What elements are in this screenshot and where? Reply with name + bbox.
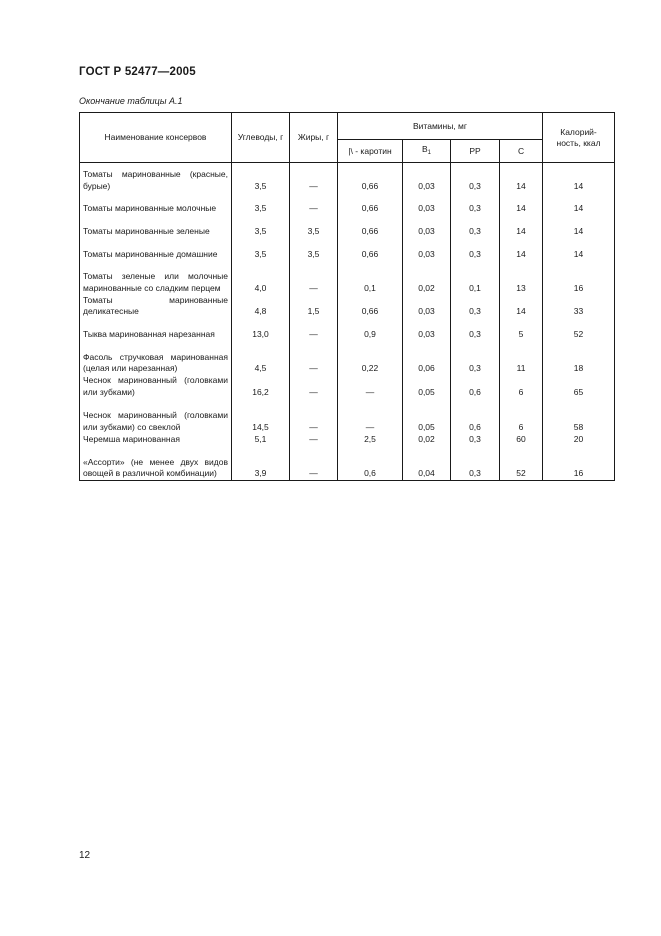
cell-beta-carotene: 0,1 — [338, 261, 403, 295]
cell-calories: 16 — [543, 261, 615, 295]
cell-name: Чеснок маринованный (головками или зубками) — [80, 375, 232, 399]
table-caption: Окончание таблицы А.1 — [79, 96, 183, 106]
cell-calories: 16 — [543, 446, 615, 481]
cell-beta-carotene: 0,6 — [338, 446, 403, 481]
cell-pp: 0,3 — [451, 341, 500, 375]
cell-beta-carotene: 0,9 — [338, 318, 403, 341]
cell-name: Чеснок маринованный (головками или зубками) со свеклой — [80, 399, 232, 434]
cell-b1: 0,03 — [403, 238, 451, 261]
cell-b1: 0,05 — [403, 399, 451, 434]
cell-carbs: 3,5 — [232, 193, 290, 215]
cell-pp: 0,3 — [451, 215, 500, 238]
header-vitamins: Витамины, мг — [338, 113, 543, 140]
cell-fats: 1,5 — [290, 295, 338, 319]
cell-name: «Ассорти» (не менее двух видов овощей в различной комбинации) — [80, 446, 232, 481]
cell-fats: — — [290, 261, 338, 295]
cell-name: Томаты маринованные зеленые — [80, 215, 232, 238]
table-row — [80, 434, 615, 446]
table-row — [80, 318, 615, 341]
cell-pp: 0,6 — [451, 399, 500, 434]
cell-c: 14 — [500, 193, 543, 215]
table-body — [80, 163, 615, 481]
cell-beta-carotene: 0,66 — [338, 295, 403, 319]
cell-pp: 0,3 — [451, 193, 500, 215]
cell-b1: 0,03 — [403, 318, 451, 341]
cell-fats: — — [290, 341, 338, 375]
cell-c: 14 — [500, 163, 543, 193]
cell-pp: 0,3 — [451, 446, 500, 481]
cell-beta-carotene: 2,5 — [338, 434, 403, 446]
document-title: ГОСТ Р 52477—2005 — [79, 66, 196, 78]
cell-carbs: 16,2 — [232, 375, 290, 399]
cell-c: 14 — [500, 295, 543, 319]
cell-b1: 0,03 — [403, 193, 451, 215]
cell-name: Томаты маринованные домашние — [80, 238, 232, 261]
cell-c: 14 — [500, 238, 543, 261]
cell-calories: 14 — [543, 238, 615, 261]
cell-name: Тыква маринованная нарезанная — [80, 318, 232, 341]
cell-carbs: 4,8 — [232, 295, 290, 319]
table-row — [80, 446, 615, 481]
cell-pp: 0,3 — [451, 318, 500, 341]
header-calories-line2: ность, ккал — [556, 137, 601, 148]
cell-name: Фасоль стручковая маринованная (целая или нарезанная) — [80, 341, 232, 375]
cell-beta-carotene: — — [338, 375, 403, 399]
nutrition-table — [79, 112, 615, 481]
header-calories — [543, 113, 615, 163]
table-row — [80, 163, 615, 193]
cell-b1: 0,03 — [403, 295, 451, 319]
cell-b1: 0,05 — [403, 375, 451, 399]
cell-fats: 3,5 — [290, 215, 338, 238]
cell-pp: 0,6 — [451, 375, 500, 399]
cell-calories: 65 — [543, 375, 615, 399]
header-beta-carotene: |\ - каротин — [338, 140, 403, 163]
cell-carbs: 3,9 — [232, 446, 290, 481]
cell-carbs: 5,1 — [232, 434, 290, 446]
cell-c: 6 — [500, 399, 543, 434]
table-row — [80, 375, 615, 399]
header-carbs: Углеводы, г — [232, 113, 290, 163]
cell-fats: — — [290, 163, 338, 193]
cell-carbs: 4,0 — [232, 261, 290, 295]
cell-beta-carotene: — — [338, 399, 403, 434]
cell-name: Черемша маринованная — [80, 434, 232, 446]
cell-carbs: 4,5 — [232, 341, 290, 375]
header-c: С — [500, 140, 543, 163]
cell-fats: — — [290, 318, 338, 341]
cell-beta-carotene: 0,66 — [338, 238, 403, 261]
cell-carbs: 14,5 — [232, 399, 290, 434]
header-calories-line1: Калорий- — [560, 126, 597, 137]
table-row — [80, 341, 615, 375]
cell-fats: — — [290, 193, 338, 215]
cell-b1: 0,03 — [403, 215, 451, 238]
cell-c: 5 — [500, 318, 543, 341]
cell-b1: 0,03 — [403, 163, 451, 193]
cell-fats: — — [290, 375, 338, 399]
header-b1-main: В — [421, 143, 428, 154]
cell-b1: 0,02 — [403, 261, 451, 295]
cell-calories: 52 — [543, 318, 615, 341]
cell-carbs: 3,5 — [232, 238, 290, 261]
cell-c: 60 — [500, 434, 543, 446]
cell-calories: 14 — [543, 163, 615, 193]
header-pp: РР — [451, 140, 500, 163]
cell-c: 52 — [500, 446, 543, 481]
cell-carbs: 3,5 — [232, 163, 290, 193]
cell-c: 6 — [500, 375, 543, 399]
cell-pp: 0,3 — [451, 434, 500, 446]
cell-calories: 18 — [543, 341, 615, 375]
cell-calories: 58 — [543, 399, 615, 434]
cell-pp: 0,3 — [451, 163, 500, 193]
cell-carbs: 3,5 — [232, 215, 290, 238]
cell-name: Томаты маринованные деликатесные — [80, 295, 232, 319]
table-row — [80, 261, 615, 295]
page-number: 12 — [79, 850, 91, 861]
table-row — [80, 238, 615, 261]
cell-beta-carotene: 0,66 — [338, 163, 403, 193]
cell-calories: 14 — [543, 215, 615, 238]
cell-fats: — — [290, 434, 338, 446]
header-name: Наименование консервов — [80, 113, 232, 163]
cell-b1: 0,04 — [403, 446, 451, 481]
cell-pp: 0,3 — [451, 238, 500, 261]
cell-c: 11 — [500, 341, 543, 375]
cell-beta-carotene: 0,66 — [338, 215, 403, 238]
header-fats: Жиры, г — [290, 113, 338, 163]
cell-carbs: 13,0 — [232, 318, 290, 341]
table-row — [80, 399, 615, 434]
cell-b1: 0,02 — [403, 434, 451, 446]
cell-b1: 0,06 — [403, 341, 451, 375]
cell-calories: 14 — [543, 193, 615, 215]
cell-fats: — — [290, 399, 338, 434]
table-row — [80, 193, 615, 215]
cell-pp: 0,3 — [451, 295, 500, 319]
cell-calories: 33 — [543, 295, 615, 319]
table-row — [80, 295, 615, 319]
header-b1-sub: 1 — [427, 149, 431, 156]
cell-calories: 20 — [543, 434, 615, 446]
table-row — [80, 215, 615, 238]
cell-name: Томаты маринованные (красные, бурые) — [80, 163, 232, 193]
cell-name: Томаты маринованные молочные — [80, 193, 232, 215]
cell-beta-carotene: 0,66 — [338, 193, 403, 215]
cell-c: 13 — [500, 261, 543, 295]
cell-c: 14 — [500, 215, 543, 238]
cell-fats: 3,5 — [290, 238, 338, 261]
cell-pp: 0,1 — [451, 261, 500, 295]
cell-fats: — — [290, 446, 338, 481]
cell-beta-carotene: 0,22 — [338, 341, 403, 375]
header-b1 — [403, 140, 451, 163]
cell-name: Томаты зеленые или молочные маринованные со сладким перцем — [80, 261, 232, 295]
